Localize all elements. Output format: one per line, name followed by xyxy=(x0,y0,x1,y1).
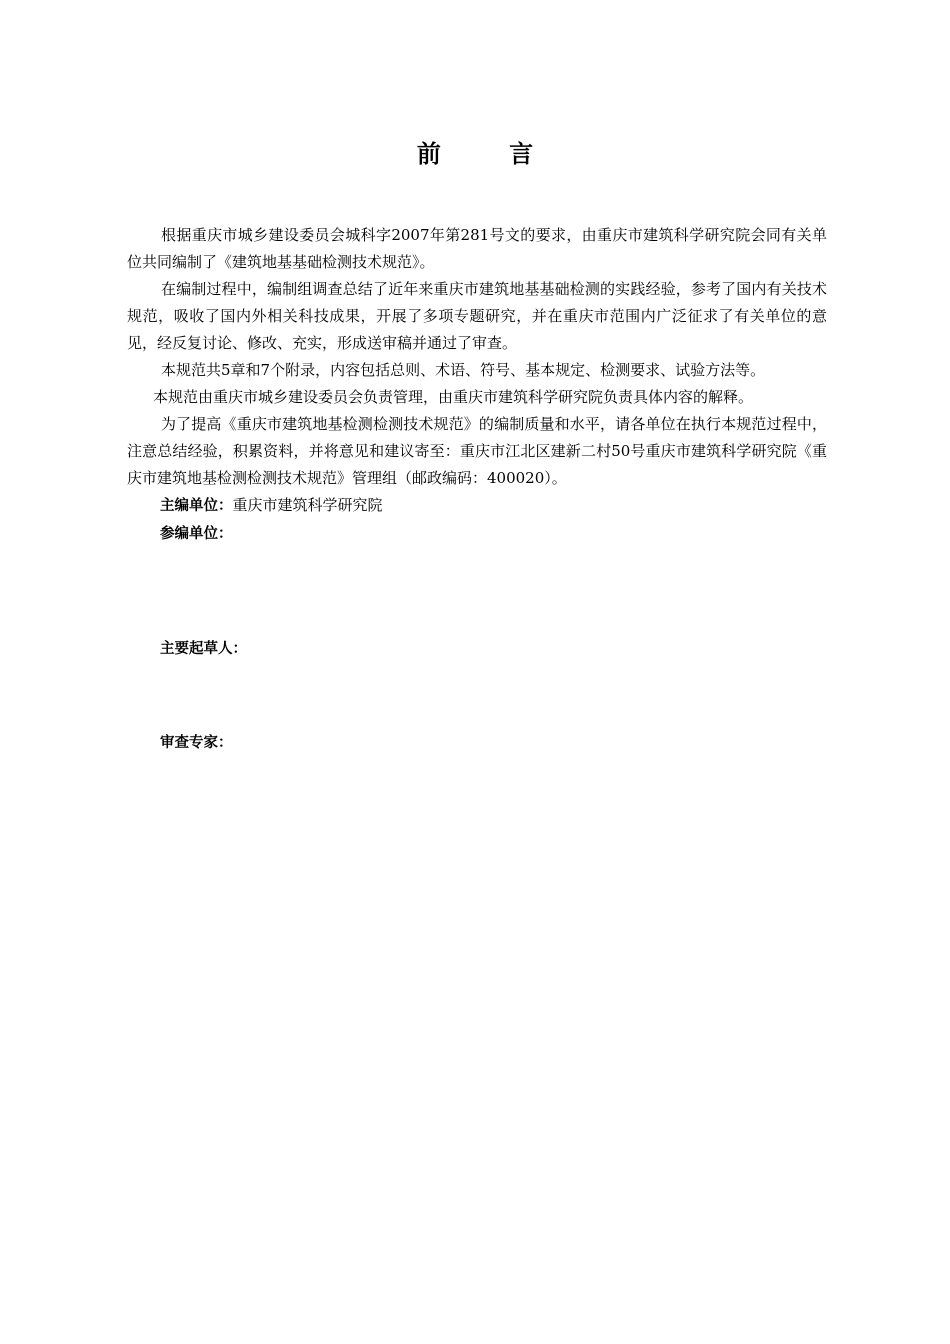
review-experts-line xyxy=(127,729,827,757)
paragraph-1: 根据重庆市城乡建设委员会城科字2007年第281号文的要求，由重庆市建筑科学研究院会同有关单位共同编制了《建筑地基基础检测技术规范》。 xyxy=(127,226,827,271)
review-experts-label: 审查专家： xyxy=(160,735,233,751)
chief-unit-value: 重庆市建筑科学研究院 xyxy=(232,496,383,514)
paragraph-3: 本规范共5章和7个附录，内容包括总则、术语、符号、基本规定、检测要求、试验方法等。 xyxy=(161,361,766,379)
chief-unit-label: 主编单位： xyxy=(160,498,233,514)
participating-units-label: 参编单位： xyxy=(160,526,233,542)
main-drafters-line xyxy=(127,635,827,663)
spacer xyxy=(127,548,827,635)
main-drafters-label: 主要起草人： xyxy=(160,641,247,657)
paragraph-4: 本规范由重庆市城乡建设委员会负责管理，由重庆市建筑科学研究院负责具体内容的解释。 xyxy=(153,388,754,406)
chief-unit-line xyxy=(127,492,827,520)
participating-units-line xyxy=(127,520,827,548)
page-title: 前 言 xyxy=(416,140,564,168)
preface-body xyxy=(127,222,827,757)
paragraph-5: 为了提高《重庆市建筑地基检测检测技术规范》的编制质量和水平，请各单位在执行本规范过程中，注意总结经验，积累资料，并将意见和建议寄至：重庆市江北区建新二村50号重庆市建筑科学研究院《重庆市建筑地基检测检测技术规范》管理组（邮政编码：400020）。 xyxy=(127,415,827,487)
paragraph-2: 在编制过程中，编制组调查总结了近年来重庆市建筑地基基础检测的实践经验，参考了国内有关技术规范，吸收了国内外相关科技成果，开展了多项专题研究，并在重庆市范围内广泛征求了有关单位的意见，经反复讨论、修改、充实，形成送审稿并通过了审查。 xyxy=(127,280,827,352)
spacer xyxy=(127,663,827,729)
